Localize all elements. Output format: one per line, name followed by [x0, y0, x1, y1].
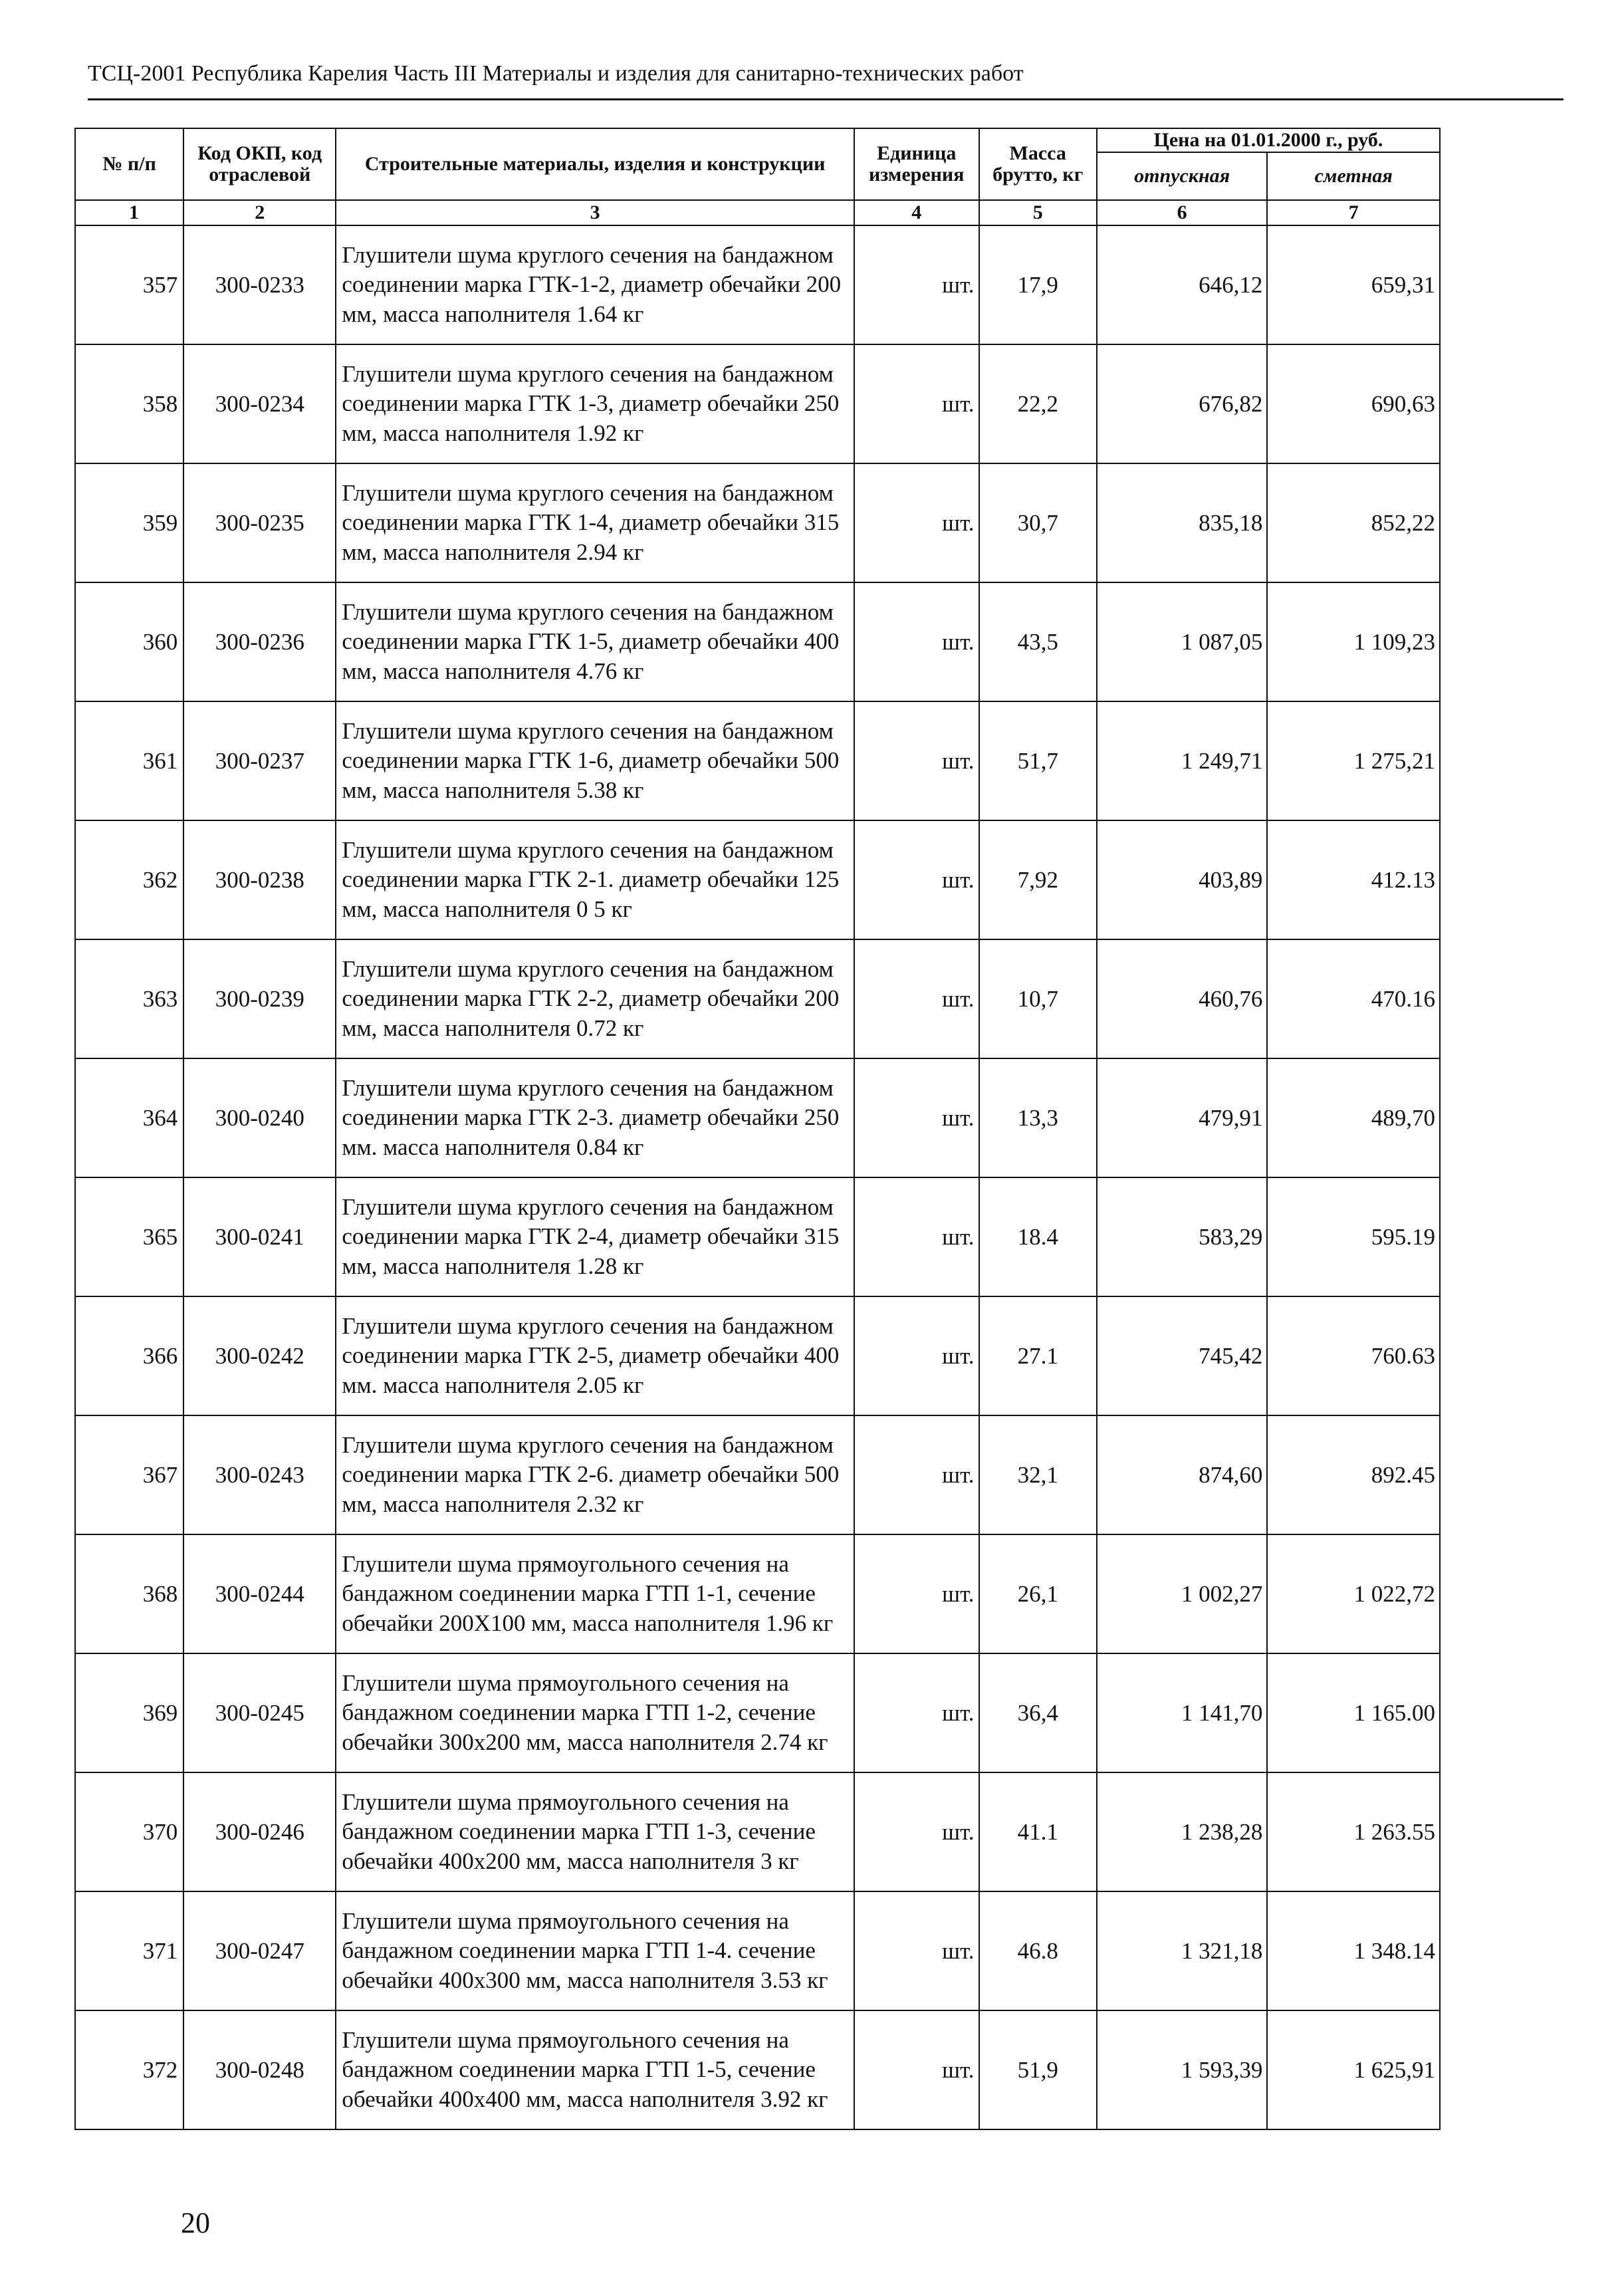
- page-header: [88, 61, 1564, 86]
- row-mass: 22,2: [979, 344, 1097, 463]
- column-number: 7: [1267, 200, 1440, 225]
- row-code: 300-0234: [183, 344, 336, 463]
- row-price-release: 1 087,05: [1097, 582, 1267, 701]
- row-price-estimate: 852,22: [1267, 463, 1440, 582]
- col-header-code: Код ОКП, код отраслевой: [183, 128, 336, 200]
- column-number: 6: [1097, 200, 1267, 225]
- row-description: Глушители шума круглого сечения на бандажном соединении марка ГТК 2-4, диаметр обечайки 315 мм, масса наполнителя 1.28 кг: [336, 1177, 854, 1296]
- price-table: [74, 128, 1441, 2130]
- table-row: [75, 1772, 1440, 1891]
- row-mass: 43,5: [979, 582, 1097, 701]
- row-price-release: 835,18: [1097, 463, 1267, 582]
- row-price-release: 1 321,18: [1097, 1891, 1267, 2010]
- row-mass: 7,92: [979, 820, 1097, 939]
- row-number: 368: [75, 1534, 183, 1653]
- row-number: 362: [75, 820, 183, 939]
- document-title: ТСЦ-2001 Республика Карелия Часть III Материалы и изделия для санитарно-технических работ: [88, 61, 1024, 86]
- row-code: 300-0237: [183, 701, 336, 820]
- row-unit: шт.: [854, 225, 979, 344]
- row-price-release: 1 002,27: [1097, 1534, 1267, 1653]
- row-price-estimate: 690,63: [1267, 344, 1440, 463]
- row-mass: 10,7: [979, 939, 1097, 1058]
- row-mass: 51,7: [979, 701, 1097, 820]
- column-number: 2: [183, 200, 336, 225]
- row-number: 365: [75, 1177, 183, 1296]
- table-row: [75, 1058, 1440, 1177]
- row-number: 367: [75, 1415, 183, 1534]
- col-header-mass: Масса брутто, кг: [979, 128, 1097, 200]
- table-row: [75, 1177, 1440, 1296]
- row-description: Глушители шума круглого сечения на бандажном соединении марка ГТК 1-3, диаметр обечайки 250 мм, масса наполнителя 1.92 кг: [336, 344, 854, 463]
- row-price-estimate: 412.13: [1267, 820, 1440, 939]
- row-price-estimate: 470.16: [1267, 939, 1440, 1058]
- col-header-no: № п/п: [75, 128, 183, 200]
- row-code: 300-0239: [183, 939, 336, 1058]
- row-mass: 51,9: [979, 2010, 1097, 2129]
- table-row: [75, 582, 1440, 701]
- row-price-estimate: 760.63: [1267, 1296, 1440, 1415]
- row-price-estimate: 1 109,23: [1267, 582, 1440, 701]
- table-row: [75, 2010, 1440, 2129]
- row-number: 366: [75, 1296, 183, 1415]
- table-row: [75, 1534, 1440, 1653]
- col-header-price-group: Цена на 01.01.2000 г., руб.: [1097, 128, 1440, 152]
- row-description: Глушители шума круглого сечения на бандажном соединении марка ГТК 2-2, диаметр обечайки 200 мм, масса наполнителя 0.72 кг: [336, 939, 854, 1058]
- table-row: [75, 1653, 1440, 1772]
- row-price-release: 676,82: [1097, 344, 1267, 463]
- table-row: [75, 1296, 1440, 1415]
- row-code: 300-0247: [183, 1891, 336, 2010]
- row-unit: шт.: [854, 582, 979, 701]
- row-price-estimate: 489,70: [1267, 1058, 1440, 1177]
- table-row: [75, 225, 1440, 344]
- row-price-estimate: 1 625,91: [1267, 2010, 1440, 2129]
- row-number: 370: [75, 1772, 183, 1891]
- row-price-estimate: 595.19: [1267, 1177, 1440, 1296]
- row-description: Глушители шума круглого сечения на бандажном соединении марка ГТК 2-6. диаметр обечайки 500 мм, масса наполнителя 2.32 кг: [336, 1415, 854, 1534]
- row-description: Глушители шума прямоугольного сечения на бандажном соединении марка ГТП 1-1, сечение обечайки 200Х100 мм, масса наполнителя 1.96 кг: [336, 1534, 854, 1653]
- row-code: 300-0246: [183, 1772, 336, 1891]
- row-price-release: 479,91: [1097, 1058, 1267, 1177]
- row-unit: шт.: [854, 1772, 979, 1891]
- row-number: 371: [75, 1891, 183, 2010]
- row-unit: шт.: [854, 463, 979, 582]
- table-row: [75, 1415, 1440, 1534]
- row-price-estimate: 1 275,21: [1267, 701, 1440, 820]
- row-price-release: 460,76: [1097, 939, 1267, 1058]
- row-mass: 26,1: [979, 1534, 1097, 1653]
- row-price-estimate: 659,31: [1267, 225, 1440, 344]
- row-code: 300-0241: [183, 1177, 336, 1296]
- row-mass: 18.4: [979, 1177, 1097, 1296]
- table-row: [75, 463, 1440, 582]
- row-mass: 30,7: [979, 463, 1097, 582]
- col-header-price-release: отпускная: [1097, 152, 1267, 200]
- row-description: Глушители шума круглого сечения на бандажном соединении марка ГТК 1-6, диаметр обечайки 500 мм, масса наполнителя 5.38 кг: [336, 701, 854, 820]
- row-number: 372: [75, 2010, 183, 2129]
- row-mass: 36,4: [979, 1653, 1097, 1772]
- table-row: [75, 1891, 1440, 2010]
- row-price-release: 1 593,39: [1097, 2010, 1267, 2129]
- column-number: 3: [336, 200, 854, 225]
- row-price-release: 583,29: [1097, 1177, 1267, 1296]
- row-description: Глушители шума прямоугольного сечения на бандажном соединении марка ГТП 1-3, сечение обечайки 400х200 мм, масса наполнителя 3 кг: [336, 1772, 854, 1891]
- row-number: 357: [75, 225, 183, 344]
- row-code: 300-0243: [183, 1415, 336, 1534]
- row-unit: шт.: [854, 939, 979, 1058]
- row-unit: шт.: [854, 1653, 979, 1772]
- row-price-release: 874,60: [1097, 1415, 1267, 1534]
- row-price-release: 745,42: [1097, 1296, 1267, 1415]
- row-mass: 41.1: [979, 1772, 1097, 1891]
- row-mass: 13,3: [979, 1058, 1097, 1177]
- row-mass: 17,9: [979, 225, 1097, 344]
- row-description: Глушители шума круглого сечения на бандажном соединении марка ГТК 2-1. диаметр обечайки 125 мм, масса наполнителя 0 5 кг: [336, 820, 854, 939]
- header-rule: [88, 98, 1564, 100]
- row-number: 363: [75, 939, 183, 1058]
- row-price-release: 1 141,70: [1097, 1653, 1267, 1772]
- row-price-release: 1 249,71: [1097, 701, 1267, 820]
- table-row: [75, 820, 1440, 939]
- row-number: 364: [75, 1058, 183, 1177]
- row-unit: шт.: [854, 344, 979, 463]
- row-price-release: 403,89: [1097, 820, 1267, 939]
- column-number-row: [75, 200, 1440, 225]
- row-description: Глушители шума прямоугольного сечения на бандажном соединении марка ГТП 1-2, сечение обечайки 300х200 мм, масса наполнителя 2.74 кг: [336, 1653, 854, 1772]
- row-code: 300-0235: [183, 463, 336, 582]
- table-row: [75, 939, 1440, 1058]
- row-description: Глушители шума прямоугольного сечения на бандажном соединении марка ГТП 1-4. сечение обечайки 400х300 мм, масса наполнителя 3.53 кг: [336, 1891, 854, 2010]
- col-header-unit: Единица измерения: [854, 128, 979, 200]
- row-unit: шт.: [854, 1534, 979, 1653]
- row-price-estimate: 1 022,72: [1267, 1534, 1440, 1653]
- column-number: 1: [75, 200, 183, 225]
- row-description: Глушители шума круглого сечения на бандажном соединении марка ГТК-1-2, диаметр обечайки 200 мм, масса наполнителя 1.64 кг: [336, 225, 854, 344]
- row-code: 300-0244: [183, 1534, 336, 1653]
- row-price-estimate: 892.45: [1267, 1415, 1440, 1534]
- row-unit: шт.: [854, 1891, 979, 2010]
- row-unit: шт.: [854, 1296, 979, 1415]
- row-code: 300-0233: [183, 225, 336, 344]
- row-code: 300-0242: [183, 1296, 336, 1415]
- row-unit: шт.: [854, 1177, 979, 1296]
- row-unit: шт.: [854, 2010, 979, 2129]
- row-mass: 32,1: [979, 1415, 1097, 1534]
- column-number: 5: [979, 200, 1097, 225]
- column-number: 4: [854, 200, 979, 225]
- row-mass: 46.8: [979, 1891, 1097, 2010]
- table-row: [75, 701, 1440, 820]
- row-number: 369: [75, 1653, 183, 1772]
- row-unit: шт.: [854, 820, 979, 939]
- row-number: 358: [75, 344, 183, 463]
- row-code: 300-0248: [183, 2010, 336, 2129]
- row-code: 300-0240: [183, 1058, 336, 1177]
- row-description: Глушители шума круглого сечения на бандажном соединении марка ГТК 1-5, диаметр обечайки 400 мм, масса наполнителя 4.76 кг: [336, 582, 854, 701]
- row-mass: 27.1: [979, 1296, 1097, 1415]
- row-code: 300-0245: [183, 1653, 336, 1772]
- page-number: 20: [181, 2207, 210, 2239]
- row-description: Глушители шума прямоугольного сечения на бандажном соединении марка ГТП 1-5, сечение обечайки 400х400 мм, масса наполнителя 3.92 кг: [336, 2010, 854, 2129]
- row-description: Глушители шума круглого сечения на бандажном соединении марка ГТК 2-5, диаметр обечайки 400 мм. масса наполнителя 2.05 кг: [336, 1296, 854, 1415]
- row-code: 300-0238: [183, 820, 336, 939]
- row-number: 360: [75, 582, 183, 701]
- row-unit: шт.: [854, 701, 979, 820]
- row-price-estimate: 1 348.14: [1267, 1891, 1440, 2010]
- row-unit: шт.: [854, 1058, 979, 1177]
- table-row: [75, 344, 1440, 463]
- row-description: Глушители шума круглого сечения на бандажном соединении марка ГТК 2-3. диаметр обечайки 250 мм. масса наполнителя 0.84 кг: [336, 1058, 854, 1177]
- row-price-release: 646,12: [1097, 225, 1267, 344]
- row-description: Глушители шума круглого сечения на бандажном соединении марка ГТК 1-4, диаметр обечайки 315 мм, масса наполнителя 2.94 кг: [336, 463, 854, 582]
- row-price-release: 1 238,28: [1097, 1772, 1267, 1891]
- row-number: 359: [75, 463, 183, 582]
- row-price-estimate: 1 165.00: [1267, 1653, 1440, 1772]
- col-header-price-estimate: сметная: [1267, 152, 1440, 200]
- row-number: 361: [75, 701, 183, 820]
- row-price-estimate: 1 263.55: [1267, 1772, 1440, 1891]
- row-unit: шт.: [854, 1415, 979, 1534]
- row-code: 300-0236: [183, 582, 336, 701]
- col-header-name: Строительные материалы, изделия и конструкции: [336, 128, 854, 200]
